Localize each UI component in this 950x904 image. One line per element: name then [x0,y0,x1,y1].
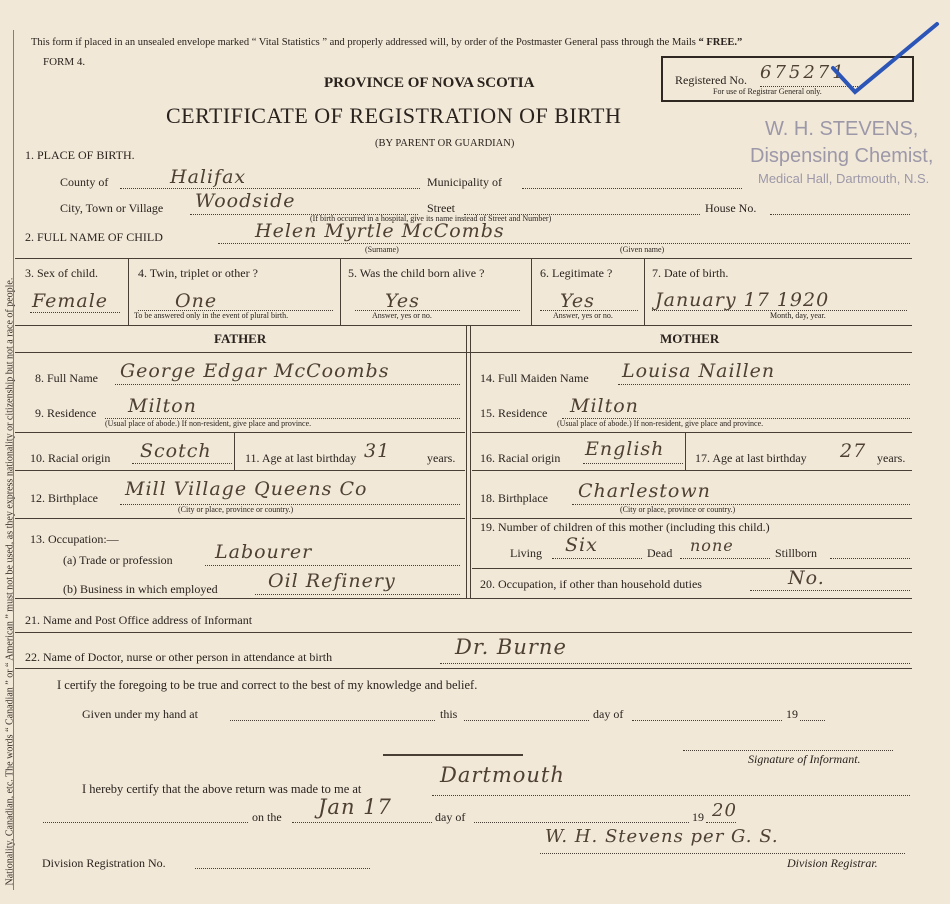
living-line [552,558,642,559]
child-name-value: Helen Myrtle McCombs [255,220,505,242]
hospital-note: (If birth occurred in a hospital, give its name instead of Street and Number) [310,214,552,223]
father-birthplace-value: Mill Village Queens Co [125,478,368,500]
given-label: Given under my hand at [82,707,198,721]
year-label: 19 [786,707,798,721]
birth-date-label: 7. Date of birth. [652,266,729,280]
legitimate-note: Answer, yes or no. [553,311,613,320]
divider-3 [128,258,129,325]
given-place-line [230,720,435,721]
sex-label: 3. Sex of child. [25,266,98,280]
father-age-value: 31 [364,440,391,462]
father-racial-value: Scotch [140,440,212,462]
short-rule [383,754,523,756]
county-label: County of [60,175,109,189]
twin-label: 4. Twin, triplet or other ? [138,266,258,280]
given-this-line [464,720,589,721]
mother-rule-4 [472,568,912,569]
form-number: FORM 4. [43,56,86,68]
father-birthplace-label: 12. Birthplace [30,491,98,505]
surname-note: (Surname) [365,245,399,254]
dead-line [680,558,770,559]
return-day-of: day of [435,810,466,824]
father-occupation-label: 13. Occupation:— [30,532,119,546]
place-of-birth-label: 1. PLACE OF BIRTH. [25,148,135,162]
mother-age-label: 17. Age at last birthday [695,451,807,465]
doctor-line [440,663,910,664]
mother-racial-value: English [585,438,665,460]
left-margin-rule [13,30,14,890]
rule-top-row [15,258,912,259]
dead-value: none [690,536,734,555]
mother-birthplace-value: Charlestown [578,480,711,502]
living-value: Six [565,534,598,556]
dead-label: Dead [647,546,673,560]
city-label: City, Town or Village [60,201,164,215]
father-name-line [115,384,460,385]
return-text: I hereby certify that the above return was made to me at [82,782,362,796]
mother-occupation-value: No. [788,567,825,589]
father-trade-label: (a) Trade or profession [63,553,173,567]
house-line [770,214,910,215]
divider-5 [531,258,532,325]
divider-6 [644,258,645,325]
mother-name-value: Louisa Naillen [622,360,776,382]
city-value: Woodside [195,190,296,212]
county-value: Halifax [170,166,247,188]
child-name-line [218,243,910,244]
registrar-sig-line [540,853,905,854]
twin-note: To be answered only in the event of plural birth. [134,311,289,320]
check-mark-icon [825,20,945,100]
mother-rule-2 [472,470,912,471]
stamp-line-1: W. H. STEVENS, [765,118,919,140]
municipality-line [522,188,742,189]
mother-rule-3 [472,518,912,519]
parents-divider-2 [470,325,471,598]
mother-abode-note: (Usual place of abode.) If non-resident, give place and province. [557,419,764,428]
legitimate-value: Yes [560,290,595,312]
birth-date-value: January 17 1920 [655,289,830,311]
father-trade-line [205,565,460,566]
stamp-line-3: Medical Hall, Dartmouth, N.S. [758,171,930,186]
return-date-value: Jan 17 [318,795,392,819]
mother-name-label: 14. Full Maiden Name [480,371,589,385]
mother-years: years. [877,451,906,465]
children-count-label: 19. Number of children of this mother (including this child.) [480,520,770,534]
mother-occupation-label: 20. Occupation, if other than household duties [480,577,702,591]
legitimate-label: 6. Legitimate ? [540,266,613,280]
father-name-label: 8. Full Name [35,371,98,385]
father-rule-1 [15,432,465,433]
father-rule-2 [15,470,465,471]
father-residence-label: 9. Residence [35,406,97,420]
alive-label: 5. Was the child born alive ? [348,266,485,280]
municipality-label: Municipality of [427,175,502,189]
divider-4 [340,258,341,325]
province-heading: PROVINCE OF NOVA SCOTIA [324,75,535,91]
rule-bottom-row [15,325,912,326]
stamp-line-2: Dispensing Chemist, [750,145,934,167]
father-abode-note: (Usual place of abode.) If non-resident, give place and province. [105,419,312,428]
sex-value: Female [32,290,109,312]
stillborn-label: Stillborn [775,546,818,560]
rule-informant-bottom [15,632,912,633]
given-year-line [800,720,825,721]
parents-divider [466,325,467,598]
side-margin-text: Nationality, Canadian, etc. The words “ Canadian ” or “ American ” must not be used, as they express nationality or citizenship but not a race of people. [4,277,16,886]
on-the-label: on the [252,810,282,824]
given-day-line [632,720,782,721]
alive-note: Answer, yes or no. [372,311,432,320]
mother-racial-line [583,463,683,464]
return-year-line [706,822,736,823]
father-name-value: George Edgar McCoombs [120,360,390,382]
return-lead-line [43,822,248,823]
registered-label: Registered No. [675,73,747,87]
mother-racial-label: 16. Racial origin [480,451,561,465]
this-label: this [440,707,458,721]
father-rule-3 [15,518,465,519]
father-business-label: (b) Business in which employed [63,582,218,596]
return-place-value: Dartmouth [440,763,565,787]
mother-age-divider [685,432,686,470]
return-year-prefix: 19 [692,810,704,824]
rule-doctor-bottom [15,668,912,669]
mother-age-value: 27 [840,440,867,462]
father-racial-label: 10. Racial origin [30,451,111,465]
father-business-value: Oil Refinery [268,570,396,592]
mother-birthplace-label: 18. Birthplace [480,491,548,505]
father-years: years. [427,451,456,465]
division-number-label: Division Registration No. [42,856,166,870]
birth-date-note: Month, day, year. [770,311,826,320]
mother-residence-value: Milton [570,395,639,417]
return-year-value: 20 [712,800,737,821]
certify-text: I certify the foregoing to be true and correct to the best of my knowledge and belief. [57,678,478,692]
informant-sig-label: Signature of Informant. [748,752,861,766]
father-trade-value: Labourer [215,541,313,563]
father-heading: FATHER [214,331,267,346]
doctor-label: 22. Name of Doctor, nurse or other person in attendance at birth [25,650,333,664]
father-business-line [255,594,460,595]
mother-heading: MOTHER [660,331,720,346]
alive-value: Yes [385,290,420,312]
sex-line [30,312,120,313]
division-number-line [195,868,370,869]
father-birthplace-note: (City or place, province or country.) [178,505,294,514]
return-place-line [432,795,910,796]
registrar-label: Division Registrar. [787,856,878,870]
mother-occupation-line [750,590,910,591]
father-age-divider [234,432,235,470]
registered-number: 675271 [760,62,847,83]
mother-name-line [618,384,910,385]
house-label: House No. [705,201,757,215]
rule-informant-top [15,598,912,599]
given-name-note: (Given name) [620,245,665,254]
day-of-label: day of [593,707,624,721]
mother-rule-1 [472,432,912,433]
informant-label: 21. Name and Post Office address of Informant [25,613,253,627]
mother-residence-label: 15. Residence [480,406,548,420]
informant-sig-line [683,750,893,751]
page-subtitle: (BY PARENT OR GUARDIAN) [375,138,515,149]
registrar-use-note: For use of Registrar General only. [713,87,822,96]
return-day-line [292,822,432,823]
street-label: Street [427,201,455,215]
twin-value: One [175,290,218,312]
page-title: CERTIFICATE OF REGISTRATION OF BIRTH [166,103,622,128]
parents-heading-rule [15,352,912,353]
father-residence-value: Milton [128,395,197,417]
registrar-signature: W. H. Stevens per G. S. [545,826,779,847]
county-line [120,188,420,189]
mail-notice: This form if placed in an unsealed envelope marked “ Vital Statistics ” and properly addressed will, by order of the Postmaster General pass through the Mails “ FREE.” [31,37,743,48]
father-racial-line [132,463,232,464]
living-label: Living [510,546,542,560]
return-month-line [474,822,689,823]
child-name-label: 2. FULL NAME OF CHILD [25,230,163,244]
doctor-value: Dr. Burne [455,635,567,659]
father-age-label: 11. Age at last birthday [245,451,357,465]
mother-birthplace-note: (City or place, province or country.) [620,505,736,514]
stillborn-line [830,558,910,559]
